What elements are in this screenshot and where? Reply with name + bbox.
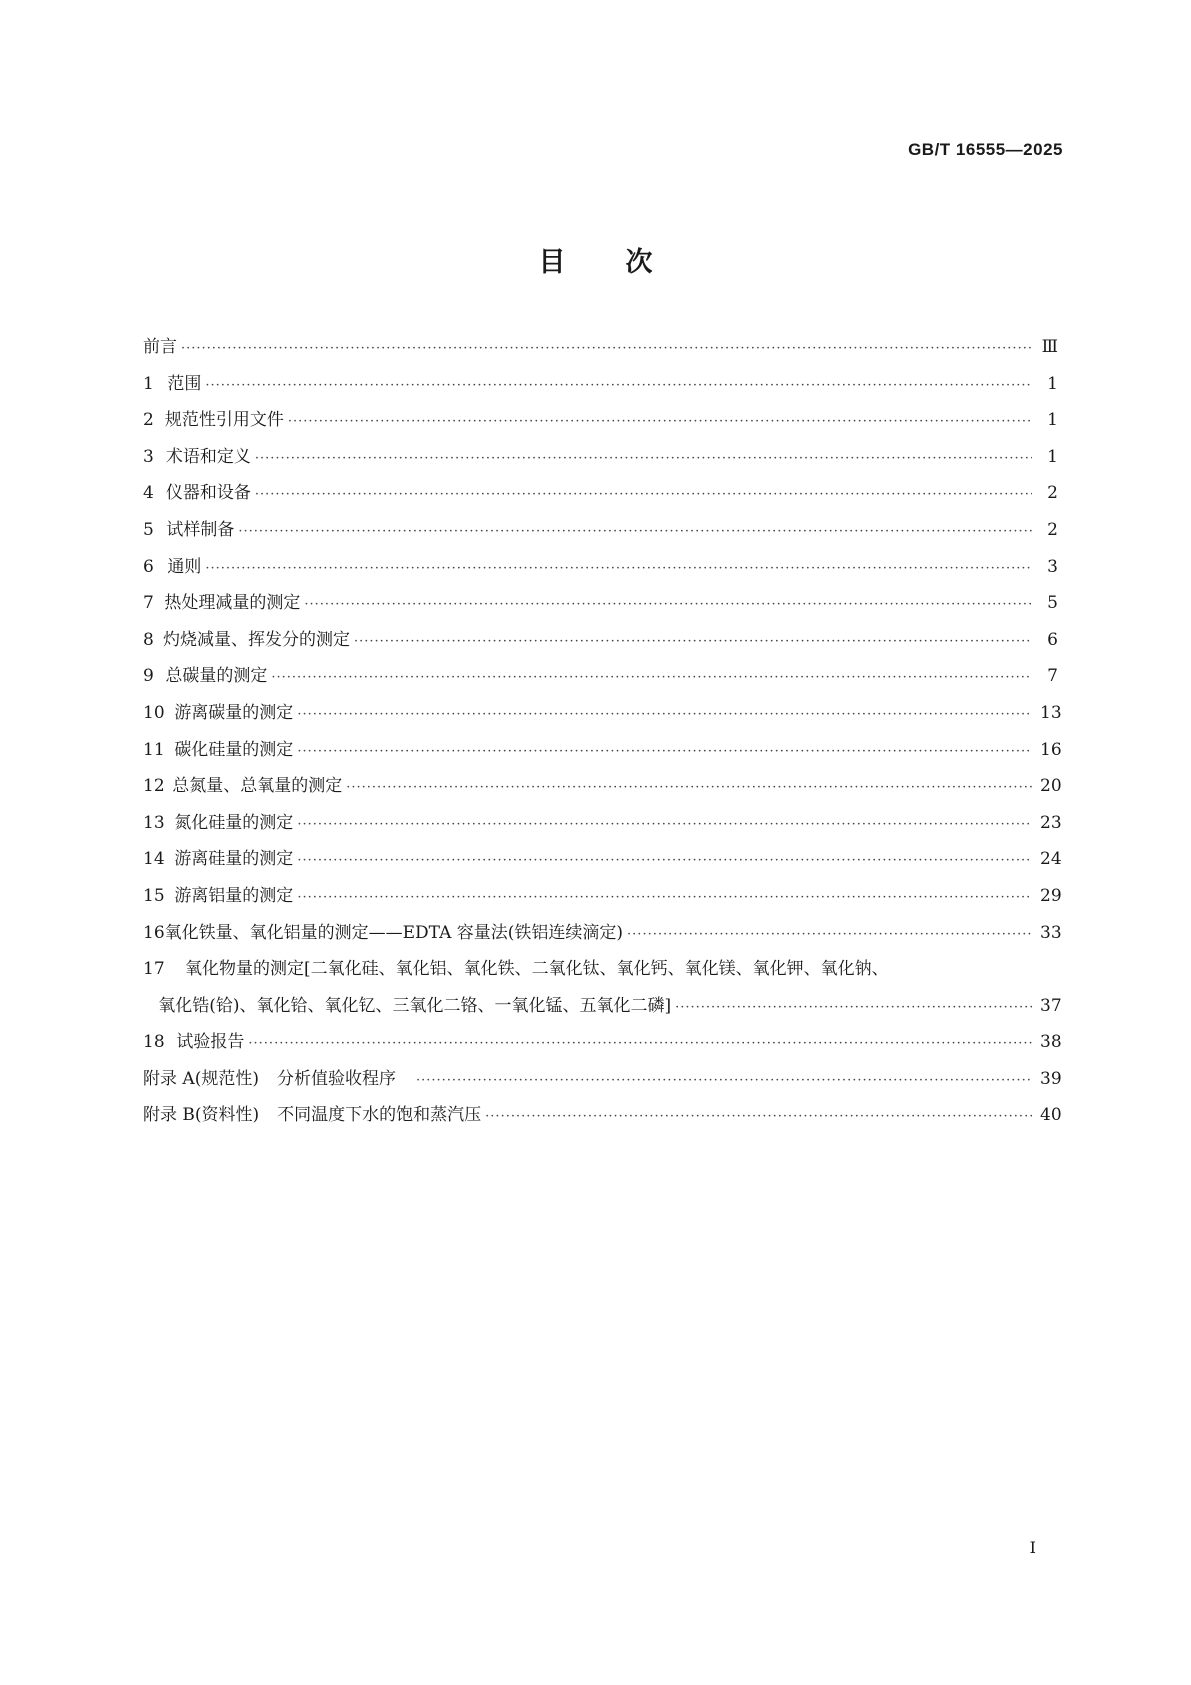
dot-leader — [297, 817, 1032, 832]
toc-entry-page: 6 — [1047, 629, 1058, 650]
toc-entry-title: 不同温度下水的饱和蒸汽压 — [277, 1105, 482, 1126]
dot-leader — [354, 634, 1032, 649]
toc-annex-label: 附录 A — [143, 1068, 195, 1089]
toc-entry-page: 33 — [1040, 922, 1062, 943]
dot-leader — [297, 890, 1032, 905]
toc-annex-label: 附录 B — [143, 1105, 195, 1126]
toc-entry-page: 16 — [1040, 739, 1062, 760]
toc-annex-qualifier: (规范性) — [194, 1068, 259, 1089]
toc-entry[interactable] — [143, 369, 1058, 406]
dot-leader — [416, 1073, 1032, 1088]
toc-entry-page: 2 — [1047, 483, 1058, 504]
toc-entry-title: 氧化物量的测定[二氧化硅、氧化铝、氧化铁、二氧化钛、氧化钙、氧化镁、氧化钾、氧化钠、 — [185, 959, 889, 980]
toc-entry-number: 3 — [143, 446, 154, 467]
toc-entry-number: 15 — [143, 885, 165, 906]
toc-entry-number: 1 — [143, 373, 154, 394]
toc-entry-annex-b[interactable] — [143, 1100, 1062, 1137]
page-title-part1: 目 — [538, 247, 566, 278]
toc-entry-continuation[interactable] — [143, 991, 1062, 1028]
toc-entry-title: 游离硅量的测定 — [174, 849, 294, 870]
toc-entry-title: 规范性引用文件 — [164, 410, 284, 431]
toc-entry-number: 4 — [143, 483, 154, 504]
toc-entry-title: 游离碳量的测定 — [174, 702, 294, 723]
dot-leader — [627, 927, 1032, 942]
dot-leader — [297, 707, 1032, 722]
dot-leader — [485, 1109, 1032, 1124]
toc-entry-number: 14 — [143, 849, 165, 870]
footer-page-number: Ⅰ — [1029, 1538, 1036, 1557]
toc-entry-page: 39 — [1040, 1068, 1062, 1089]
toc-entry[interactable] — [143, 552, 1058, 589]
toc-entry-title: 前言 — [143, 337, 177, 357]
toc-entry-title: 热处理减量的测定 — [164, 593, 301, 614]
toc-entry-page: 1 — [1047, 410, 1058, 431]
toc-entry-number: 10 — [143, 702, 165, 723]
dot-leader — [205, 378, 1032, 393]
dot-leader — [675, 1000, 1032, 1015]
toc-entry-number: 7 — [143, 593, 154, 614]
toc-entry-foreword[interactable] — [143, 332, 1058, 369]
toc-entry[interactable] — [143, 881, 1062, 918]
toc-entry-number: 11 — [143, 739, 165, 760]
toc-entry[interactable] — [143, 661, 1058, 698]
toc-entry-annex-a[interactable] — [143, 1064, 1062, 1101]
toc-entry-title: 通则 — [167, 556, 202, 577]
toc-annex-qualifier: (资料性) — [194, 1105, 260, 1126]
dot-leader — [271, 670, 1032, 685]
toc-entry-title-continued: 氧化锆(铪)、氧化铪、氧化钇、三氧化二铬、一氧化锰、五氧化二磷] — [158, 995, 672, 1016]
toc-entry-page: 1 — [1047, 446, 1058, 467]
toc-entry-title: 碳化硅量的测定 — [174, 739, 294, 760]
toc-entry-number: 17 — [143, 959, 165, 980]
toc-entry[interactable] — [143, 771, 1062, 808]
toc-entry-title: 氧化铁量、氧化铝量的测定——EDTA 容量法(铁铝连续滴定) — [164, 922, 624, 943]
dot-leader — [248, 1036, 1032, 1051]
toc-entry-number: 6 — [143, 556, 154, 577]
toc-entry-page: 40 — [1040, 1105, 1062, 1126]
toc-entry-page: 5 — [1047, 593, 1058, 614]
dot-leader — [181, 341, 1032, 356]
toc-entry-page: 24 — [1040, 849, 1062, 870]
toc-entry-title: 总氮量、总氧量的测定 — [172, 776, 343, 797]
dot-leader — [288, 414, 1032, 429]
toc-entry-number: 5 — [143, 519, 154, 540]
toc-entry[interactable] — [143, 588, 1058, 625]
toc-entry[interactable] — [143, 625, 1058, 662]
toc-entry-title: 灼烧减量、挥发分的测定 — [162, 629, 350, 650]
page-title — [0, 240, 1191, 279]
toc-entry-page: 3 — [1047, 556, 1058, 577]
toc-entry[interactable] — [143, 735, 1062, 772]
toc-entry-number: 13 — [143, 812, 165, 833]
dot-leader — [304, 597, 1032, 612]
toc-entry[interactable] — [143, 478, 1058, 515]
toc-entry-page: 37 — [1040, 995, 1062, 1016]
toc-entry-number: 8 — [143, 629, 154, 650]
toc-entry-title: 氮化硅量的测定 — [174, 812, 294, 833]
toc-entry[interactable] — [143, 954, 1058, 991]
toc-entry-page: 7 — [1047, 666, 1058, 687]
toc-entry-page: 13 — [1040, 702, 1062, 723]
toc-entry-page: 29 — [1040, 885, 1062, 906]
toc-entry-number: 12 — [143, 776, 165, 797]
toc-entry-page: 1 — [1047, 373, 1058, 394]
toc-entry-title: 试验报告 — [176, 1032, 245, 1053]
dot-leader — [297, 853, 1032, 868]
toc-entry-page: 2 — [1047, 519, 1058, 540]
toc-entry[interactable] — [143, 844, 1062, 881]
toc-entry-title: 仪器和设备 — [165, 483, 251, 504]
toc-entry-title: 术语和定义 — [165, 446, 251, 467]
dot-leader — [297, 744, 1032, 759]
standard-code: GB/T 16555—2025 — [908, 140, 1063, 159]
toc-entry-number: 2 — [143, 410, 154, 431]
toc-entry[interactable] — [143, 405, 1058, 442]
toc-entry-number: 9 — [143, 666, 154, 687]
toc-entry[interactable] — [143, 808, 1062, 845]
toc-entry[interactable] — [143, 1027, 1062, 1064]
toc-entry[interactable] — [143, 515, 1058, 552]
dot-leader — [238, 524, 1032, 539]
toc-entry[interactable] — [143, 918, 1062, 955]
toc-entry-number: 16 — [143, 922, 165, 943]
toc-entry-title: 分析值验收程序 — [276, 1068, 396, 1089]
toc-entry-title: 游离铝量的测定 — [174, 885, 294, 906]
dot-leader — [346, 780, 1032, 795]
toc-entry-title: 试样制备 — [166, 519, 235, 540]
toc-entry-number: 18 — [143, 1032, 165, 1053]
toc-entry-page: 20 — [1040, 776, 1062, 797]
toc-entry-page: 38 — [1040, 1032, 1062, 1053]
page-title-part2: 次 — [625, 247, 653, 278]
dot-leader — [255, 451, 1032, 466]
table-of-contents — [143, 332, 1062, 1137]
toc-entry-title: 总碳量的测定 — [165, 666, 268, 687]
toc-entry-page: Ⅲ — [1041, 337, 1058, 357]
dot-leader — [255, 487, 1032, 502]
toc-entry[interactable] — [143, 442, 1058, 479]
toc-entry[interactable] — [143, 698, 1062, 735]
toc-entry-page: 23 — [1040, 812, 1062, 833]
toc-entry-title: 范围 — [167, 373, 202, 394]
dot-leader — [205, 561, 1032, 576]
